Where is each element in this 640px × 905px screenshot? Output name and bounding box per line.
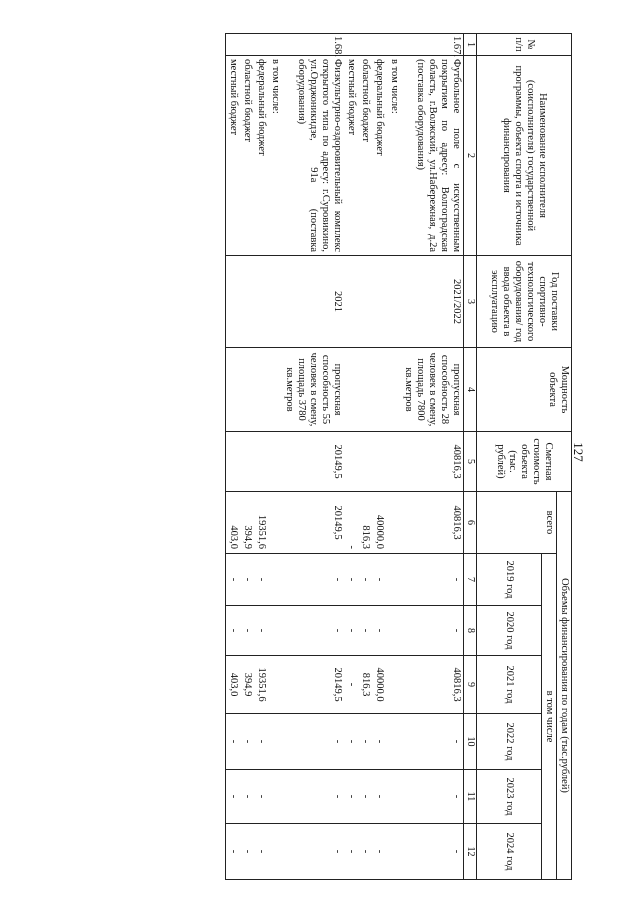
value-2019: - <box>344 554 358 606</box>
total-value: 40000,0 <box>372 492 386 554</box>
value-2023: - <box>282 770 344 824</box>
financing-table <box>225 33 572 880</box>
row-num: 1.67. <box>401 34 464 56</box>
page-number: 127 <box>571 442 586 462</box>
value-2021: 20149,5 <box>282 656 344 714</box>
value-2021: 816,3 <box>358 656 372 714</box>
value-2021: 403,0 <box>225 656 240 714</box>
subheading-label: в том числе: <box>387 56 401 256</box>
value-2024: - <box>282 824 344 880</box>
value-2024: - <box>358 824 372 880</box>
header-2020: 2020 год <box>476 606 541 656</box>
total-value: 816,3 <box>358 492 372 554</box>
value-2024: - <box>240 824 254 880</box>
value-2022: - <box>372 714 386 770</box>
header-capacity: Мощность объекта <box>476 348 571 432</box>
value-2019: - <box>372 554 386 606</box>
value-2023: - <box>254 770 268 824</box>
header-year: Год поставки спортивно-технологического оборудования/ год ввода объекта в эксплуатацию <box>476 256 571 348</box>
value-2023: - <box>358 770 372 824</box>
object-name: Футбольное поле с искусственным покрытием по адресу: Волгоградская область, г.Волжский, ул.Набережная, д.2а (поставка оборудования) <box>401 56 464 256</box>
value-2024: - <box>344 824 358 880</box>
total-value: - <box>344 492 358 554</box>
value-2023: - <box>344 770 358 824</box>
total-value: 20149,5 <box>282 492 344 554</box>
value-2024: - <box>401 824 464 880</box>
value-2022: - <box>225 714 240 770</box>
col-number: 7 <box>463 554 476 606</box>
value-2019: - <box>254 554 268 606</box>
header-2024: 2024 год <box>476 824 541 880</box>
value-2019: - <box>240 554 254 606</box>
col-number: 2 <box>463 56 476 256</box>
rotated-table-container <box>108 33 572 879</box>
col-number: 9 <box>463 656 476 714</box>
funding-source-label: местный бюджет <box>225 56 240 256</box>
header-num: № п/п <box>476 34 571 56</box>
value-2022: - <box>358 714 372 770</box>
col-number: 1 <box>463 34 476 56</box>
value-2019: - <box>358 554 372 606</box>
table-row <box>344 34 358 880</box>
table-row <box>387 34 401 880</box>
table-row <box>282 34 344 880</box>
value-2020: - <box>401 606 464 656</box>
header-2022: 2022 год <box>476 714 541 770</box>
value-2020: - <box>225 606 240 656</box>
total-value: 403,0 <box>225 492 240 554</box>
header-2019: 2019 год <box>476 554 541 606</box>
value-2022: - <box>254 714 268 770</box>
funding-source-label: федеральный бюджет <box>372 56 386 256</box>
header-2023: 2023 год <box>476 770 541 824</box>
funding-source-label: местный бюджет <box>344 56 358 256</box>
col-number: 4 <box>463 348 476 432</box>
header-name: Наименование исполнителя (соисполнителя) государственной программы, объекта спорта и источника финансирования <box>476 56 571 256</box>
header-cost: Сметная стоимость объекта (тыс. рублей) <box>476 432 571 492</box>
value-2024: - <box>372 824 386 880</box>
object-capacity: пропускная способность 55 человек в смену, площадь 3780 кв.метров <box>282 348 344 432</box>
object-cost: 20149,5 <box>282 432 344 492</box>
value-2019: - <box>282 554 344 606</box>
total-value: 40816,3 <box>401 492 464 554</box>
value-2024: - <box>225 824 240 880</box>
col-number: 3 <box>463 256 476 348</box>
object-capacity: пропускная способность 28 человек в смену, площадь 7800 кв.метров <box>401 348 464 432</box>
total-value: 19351,6 <box>254 492 268 554</box>
table-row <box>358 34 372 880</box>
value-2022: - <box>401 714 464 770</box>
value-2024: - <box>254 824 268 880</box>
value-2022: - <box>282 714 344 770</box>
col-number: 10 <box>463 714 476 770</box>
value-2019: - <box>401 554 464 606</box>
value-2019: - <box>225 554 240 606</box>
col-number: 6 <box>463 492 476 554</box>
funding-source-label: областной бюджет <box>240 56 254 256</box>
table-row <box>268 34 282 880</box>
header-volumes: Объемы финансирования по годам (тыс.рублей) <box>556 492 571 880</box>
table-row <box>372 34 386 880</box>
table-row <box>401 34 464 880</box>
value-2020: - <box>372 606 386 656</box>
value-2023: - <box>240 770 254 824</box>
table-row <box>240 34 254 880</box>
value-2020: - <box>240 606 254 656</box>
value-2022: - <box>344 714 358 770</box>
col-number: 5 <box>463 432 476 492</box>
value-2020: - <box>344 606 358 656</box>
value-2023: - <box>225 770 240 824</box>
col-number: 11 <box>463 770 476 824</box>
total-value: 394,9 <box>240 492 254 554</box>
funding-source-label: областной бюджет <box>358 56 372 256</box>
header-2021: 2021 год <box>476 656 541 714</box>
subheading-label: в том числе: <box>268 56 282 256</box>
object-year: 2021/2022 <box>401 256 464 348</box>
value-2023: - <box>372 770 386 824</box>
table-row <box>254 34 268 880</box>
value-2020: - <box>254 606 268 656</box>
value-2021: 40000,0 <box>372 656 386 714</box>
col-number: 12 <box>463 824 476 880</box>
table-row <box>225 34 240 880</box>
header-including: в том числе <box>541 554 556 880</box>
funding-source-label: федеральный бюджет <box>254 56 268 256</box>
value-2020: - <box>282 606 344 656</box>
row-num: 1.68. <box>282 34 344 56</box>
value-2021: - <box>344 656 358 714</box>
col-number: 8 <box>463 606 476 656</box>
object-name: Физкультурно-оздоровительный комплекс открытого типа по адресу: г.Суровикино, ул.Орджоникидзе, 91а (поставка оборудования) <box>282 56 344 256</box>
header-total: всего <box>476 492 556 554</box>
object-cost: 40816,3 <box>401 432 464 492</box>
value-2021: 394,9 <box>240 656 254 714</box>
value-2023: - <box>401 770 464 824</box>
object-year: 2021 <box>282 256 344 348</box>
value-2021: 19351,6 <box>254 656 268 714</box>
value-2021: 40816,3 <box>401 656 464 714</box>
value-2020: - <box>358 606 372 656</box>
value-2022: - <box>240 714 254 770</box>
